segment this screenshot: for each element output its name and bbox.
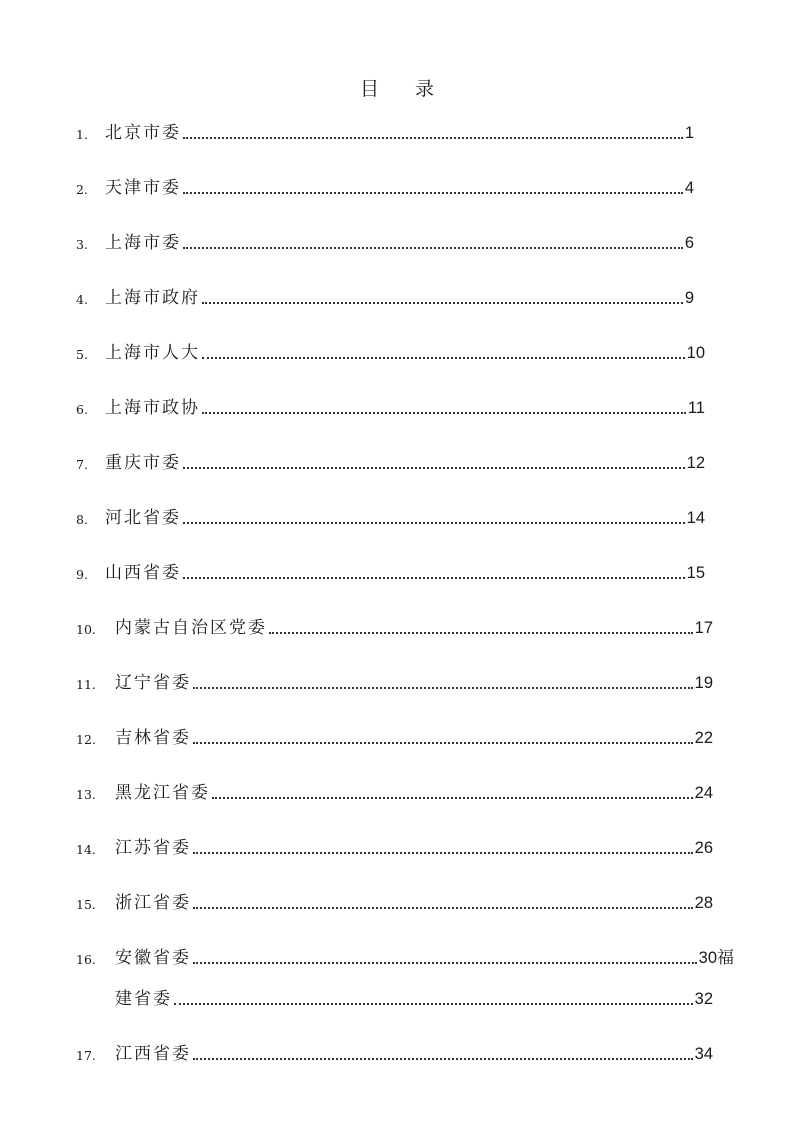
toc-entry-number: 10. xyxy=(76,622,96,637)
toc-entry-number: 6. xyxy=(76,402,88,417)
toc-entry-page: 28 xyxy=(694,894,713,912)
toc-title-char-2: 录 xyxy=(415,78,435,100)
dot-leader xyxy=(183,192,683,194)
toc-entry[interactable] xyxy=(76,561,705,585)
toc-entry[interactable] xyxy=(76,726,713,750)
toc-entry[interactable] xyxy=(76,616,713,640)
dot-leader xyxy=(193,687,693,689)
toc-entry[interactable] xyxy=(76,121,694,145)
toc-entry-page: 4 xyxy=(684,179,694,197)
toc-entry-page: 30 xyxy=(698,949,717,967)
toc-entry-label: 黑龙江省委 xyxy=(115,783,210,803)
toc-entry[interactable] xyxy=(115,987,713,1011)
toc-entry-page: 6 xyxy=(684,234,694,252)
dot-leader xyxy=(183,247,683,249)
toc-entry-page: 19 xyxy=(694,674,713,692)
toc-entry[interactable] xyxy=(76,341,705,365)
dot-leader xyxy=(193,852,693,854)
toc-entry-number: 8. xyxy=(76,512,88,527)
toc-title-char-1: 目 xyxy=(359,78,379,100)
toc-entry-number: 7. xyxy=(76,457,88,472)
toc-entry-number: 15. xyxy=(76,897,96,912)
toc-entry-label: 内蒙古自治区党委 xyxy=(115,618,267,638)
toc-entry[interactable] xyxy=(76,781,713,805)
toc-entry-number: 16. xyxy=(76,952,96,967)
toc-entry-label: 北京市委 xyxy=(105,123,181,143)
toc-entry-label: 辽宁省委 xyxy=(115,673,191,693)
toc-entry[interactable] xyxy=(76,671,713,695)
toc-entry[interactable] xyxy=(76,836,713,860)
toc-entry-page: 22 xyxy=(694,729,713,747)
toc-entry-label: 吉林省委 xyxy=(115,728,191,748)
toc-entry-number: 14. xyxy=(76,842,96,857)
toc-entry-label: 山西省委 xyxy=(105,563,181,583)
dot-leader xyxy=(183,137,683,139)
toc-entry-label: 浙江省委 xyxy=(115,893,191,913)
toc-entry-page: 12 xyxy=(686,454,705,472)
dot-leader xyxy=(193,962,697,964)
toc-entry-label: 河北省委 xyxy=(105,508,181,528)
dot-leader xyxy=(202,357,685,359)
toc-entry-label: 安徽省委 xyxy=(115,948,191,968)
dot-leader xyxy=(193,907,693,909)
toc-entry-trailing-text: 福 xyxy=(717,948,735,968)
toc-entry-number: 13. xyxy=(76,787,96,802)
toc-entry-number: 1. xyxy=(76,127,88,142)
toc-entry-number: 2. xyxy=(76,182,88,197)
toc-entry-label: 建省委 xyxy=(115,989,172,1009)
toc-entry[interactable] xyxy=(76,1042,713,1066)
toc-entry-label: 上海市政府 xyxy=(105,288,200,308)
toc-entry-number: 17. xyxy=(76,1048,96,1063)
dot-leader xyxy=(174,1003,693,1005)
toc-entry-page: 34 xyxy=(694,1045,713,1063)
toc-entry-page: 17 xyxy=(694,619,713,637)
toc-entry[interactable] xyxy=(76,286,694,310)
toc-entry-page: 15 xyxy=(686,564,705,582)
dot-leader xyxy=(183,522,685,524)
toc-entry[interactable] xyxy=(76,231,694,255)
toc-entry-number: 5. xyxy=(76,347,88,362)
toc-entry-page: 26 xyxy=(694,839,713,857)
toc-entry-label: 江西省委 xyxy=(115,1044,191,1064)
toc-entry-page: 11 xyxy=(687,399,705,417)
dot-leader xyxy=(202,302,683,304)
toc-entry[interactable] xyxy=(76,396,705,420)
toc-entry-page: 10 xyxy=(686,344,705,362)
dot-leader xyxy=(212,797,693,799)
dot-leader xyxy=(193,742,693,744)
toc-entry-page: 9 xyxy=(684,289,694,307)
dot-leader xyxy=(183,467,685,469)
dot-leader xyxy=(202,412,686,414)
toc-entry[interactable] xyxy=(76,506,705,530)
toc-entry-page: 1 xyxy=(684,124,694,142)
toc-entry-label: 天津市委 xyxy=(105,178,181,198)
toc-entry-number: 4. xyxy=(76,292,88,307)
toc-entry-page: 24 xyxy=(694,784,713,802)
dot-leader xyxy=(269,632,693,634)
toc-entry-label: 上海市委 xyxy=(105,233,181,253)
dot-leader xyxy=(193,1058,693,1060)
toc-entry[interactable] xyxy=(76,946,735,970)
toc-entry-number: 12. xyxy=(76,732,96,747)
toc-entry-number: 3. xyxy=(76,237,88,252)
toc-entry[interactable] xyxy=(76,176,694,200)
toc-entry[interactable] xyxy=(76,451,705,475)
dot-leader xyxy=(183,577,685,579)
toc-entry-page: 32 xyxy=(694,990,713,1008)
toc-entry-page: 14 xyxy=(686,509,705,527)
toc-entry-label: 上海市人大 xyxy=(105,343,200,363)
toc-entry[interactable] xyxy=(76,891,713,915)
toc-entry-label: 江苏省委 xyxy=(115,838,191,858)
toc-entry-label: 重庆市委 xyxy=(105,453,181,473)
toc-entry-number: 11. xyxy=(76,677,96,692)
toc-entry-label: 上海市政协 xyxy=(105,398,200,418)
toc-entry-number: 9. xyxy=(76,567,88,582)
